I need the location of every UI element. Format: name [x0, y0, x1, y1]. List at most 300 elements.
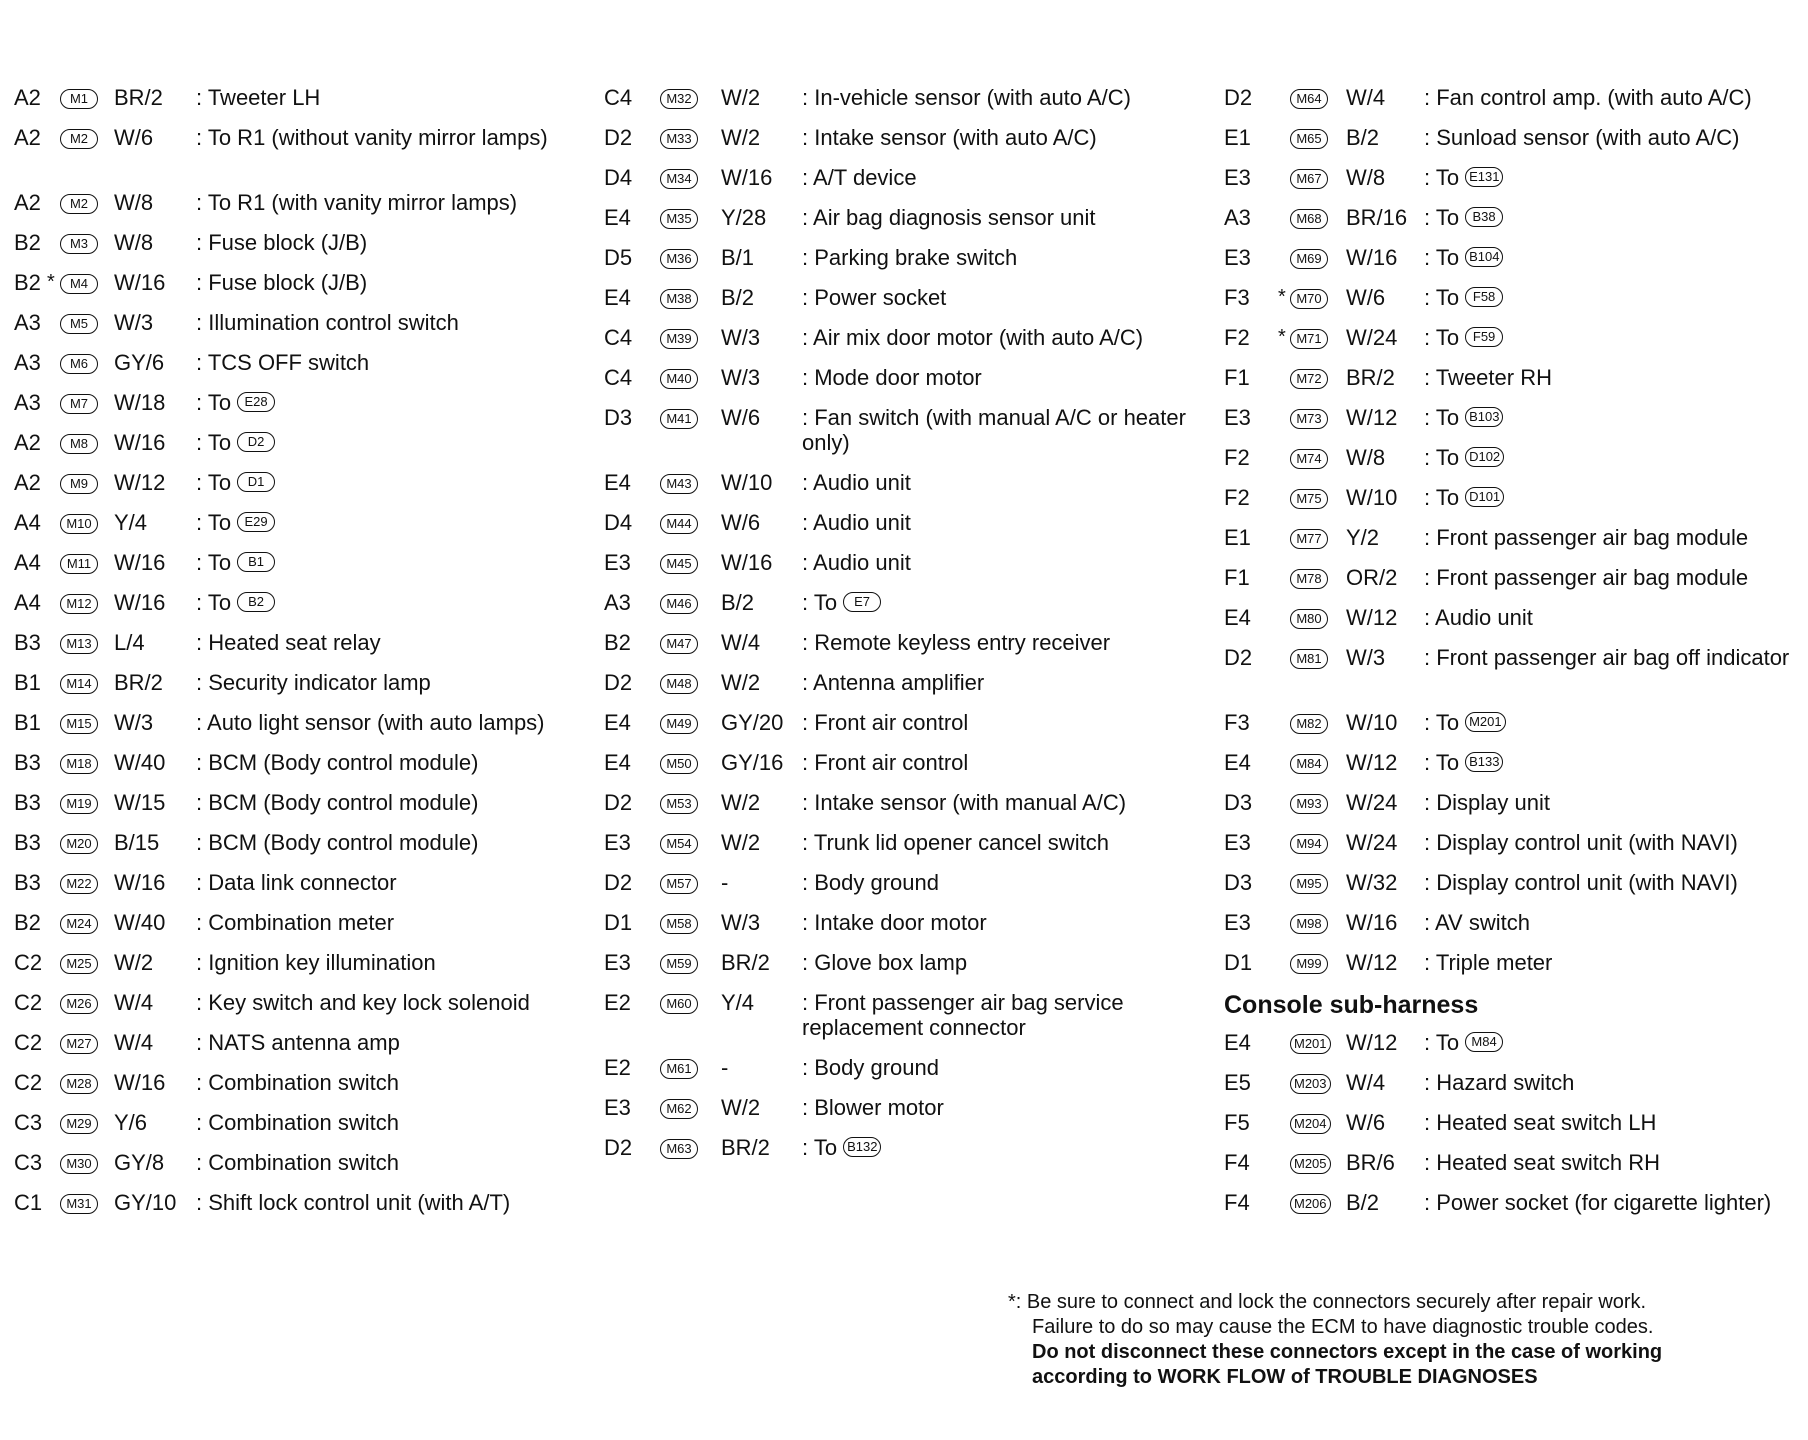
to-connector-badge: D2 [237, 432, 275, 452]
to-connector-badge: B103 [1465, 407, 1503, 427]
description-text: To R1 (without vanity mirror lamps) [207, 125, 548, 150]
connector-id-badge [60, 750, 98, 775]
connector-description: : Tweeter LH [196, 85, 321, 110]
grid-location: B2 [604, 630, 631, 655]
grid-location: A3 [1224, 205, 1251, 230]
connector-number: M22 [60, 874, 98, 894]
wire-color-pins: B/1 [721, 245, 755, 270]
connector-row [1224, 240, 1808, 280]
connector-row [14, 505, 594, 545]
connector-id-badge [60, 470, 98, 495]
wire-color-pins: W/2 [114, 950, 154, 975]
grid-location: A2 [14, 190, 41, 215]
connector-id-badge [1290, 1110, 1331, 1135]
description-text: Body ground [814, 870, 939, 895]
connector-description: : Intake sensor (with manual A/C) [802, 790, 1127, 815]
connector-row [14, 865, 594, 905]
wire-color-pins: W/16 [114, 430, 166, 455]
wire-color-pins: B/2 [721, 285, 755, 310]
grid-location: F3 [1224, 710, 1250, 735]
wire-color-pins: W/2 [721, 1095, 761, 1120]
asterisk-mark: * [1278, 286, 1286, 308]
connector-row [14, 185, 594, 225]
wire-color-pins: W/10 [1346, 485, 1398, 510]
wire-color-pins: W/16 [114, 870, 166, 895]
connector-number: M205 [1290, 1154, 1331, 1174]
connector-number: M33 [660, 129, 698, 149]
description-text: Illumination control switch [208, 310, 459, 335]
connector-id-badge [60, 1110, 98, 1135]
connector-number: M50 [660, 754, 698, 774]
description-text: Mode door motor [814, 365, 982, 390]
connector-id-badge [660, 710, 698, 735]
grid-location: D2 [1224, 85, 1253, 110]
description-text: To [1435, 285, 1460, 310]
connector-id-badge [660, 990, 698, 1015]
connector-description: : Tweeter RH [1424, 365, 1552, 390]
wire-color-pins: W/2 [721, 830, 761, 855]
grid-location: D2 [604, 670, 633, 695]
connector-column-3 [1224, 80, 1808, 1225]
connector-description: : To B1 [196, 550, 594, 575]
connector-id-badge [660, 830, 698, 855]
connector-description: : Glove box lamp [802, 950, 968, 975]
to-connector-badge: D102 [1465, 447, 1504, 467]
grid-location: C2 [14, 1070, 43, 1095]
to-connector-badge: M201 [1465, 712, 1506, 732]
grid-location: D1 [604, 910, 633, 935]
connector-description: : In-vehicle sensor (with auto A/C) [802, 85, 1131, 110]
connector-id-badge [60, 830, 98, 855]
wire-color-pins: W/16 [1346, 245, 1398, 270]
wire-color-pins: W/6 [1346, 1110, 1386, 1135]
connector-number: M10 [60, 514, 98, 534]
grid-location: F2 [1224, 325, 1250, 350]
connector-number: M1 [60, 89, 98, 109]
connector-description: : Air bag diagnosis sensor unit [802, 205, 1096, 230]
connector-row [604, 160, 1219, 200]
description-text: Triple meter [1435, 950, 1553, 975]
description-text: Fuse block (J/B) [208, 270, 368, 295]
description-text: Front passenger air bag module [1436, 525, 1749, 550]
grid-location: A3 [14, 310, 41, 335]
connector-row [14, 80, 594, 120]
grid-location: D4 [604, 165, 633, 190]
connector-id-badge [660, 950, 698, 975]
connector-description: : To B132 [802, 1135, 1219, 1160]
connector-id-badge [1290, 485, 1328, 510]
connector-row [1224, 1105, 1808, 1145]
grid-location: C3 [14, 1110, 43, 1135]
connector-row [1224, 400, 1808, 440]
connector-id-badge [1290, 1030, 1331, 1055]
connector-description: : To B103 [1424, 405, 1808, 430]
connector-description: : Front passenger air bag off indicator [1424, 645, 1790, 670]
description-text: Intake door motor [814, 910, 987, 935]
connector-number: M46 [660, 594, 698, 614]
connector-number: M63 [660, 1139, 698, 1159]
to-connector-badge: B38 [1465, 207, 1503, 227]
connector-number: M31 [60, 1194, 98, 1214]
connector-description: : Front passenger air bag module [1424, 525, 1749, 550]
connector-row [1224, 905, 1808, 945]
connector-number: M29 [60, 1114, 98, 1134]
connector-description: : To D2 [196, 430, 594, 455]
connector-description: : Intake sensor (with auto A/C) [802, 125, 1097, 150]
connector-id-badge [1290, 870, 1328, 895]
connector-number: M14 [60, 674, 98, 694]
connector-description: : To E7 [802, 590, 1219, 615]
connector-description: : Security indicator lamp [196, 670, 431, 695]
connector-row [604, 80, 1219, 120]
connector-id-badge [1290, 445, 1328, 470]
grid-location: E4 [604, 205, 631, 230]
description-text: Security indicator lamp [208, 670, 431, 695]
description-text: Display control unit (with NAVI) [1436, 830, 1738, 855]
connector-description: : To R1 (with vanity mirror lamps) [196, 190, 518, 215]
connector-number: M62 [660, 1099, 698, 1119]
footnote-line-1: *: Be sure to connect and lock the connectors securely after repair work. [1008, 1291, 1647, 1313]
description-text: BCM (Body control module) [208, 750, 479, 775]
wire-color-pins: BR/2 [114, 670, 163, 695]
wire-color-pins: W/12 [1346, 405, 1398, 430]
grid-location: A2 [14, 125, 41, 150]
grid-location: E3 [1224, 405, 1251, 430]
grid-location: E3 [1224, 165, 1251, 190]
connector-row [1224, 520, 1808, 560]
connector-description: : BCM (Body control module) [196, 790, 479, 815]
connector-description: : Fuse block (J/B) [196, 230, 368, 255]
grid-location: E3 [604, 950, 631, 975]
connector-number: M36 [660, 249, 698, 269]
connector-row [14, 1065, 594, 1105]
description-text: Intake sensor (with auto A/C) [814, 125, 1097, 150]
connector-column-1 [14, 80, 594, 1225]
connector-description: : To B2 [196, 590, 594, 615]
connector-row [604, 705, 1219, 745]
grid-location: B3 [14, 870, 41, 895]
connector-description: : Intake door motor [802, 910, 987, 935]
wire-color-pins: W/12 [1346, 1030, 1398, 1055]
grid-location: F4 [1224, 1150, 1250, 1175]
connector-number: M13 [60, 634, 98, 654]
connector-description: : Fan switch (with manual A/C or heater only) [802, 405, 1186, 455]
connector-number: M19 [60, 794, 98, 814]
wire-color-pins: W/6 [721, 510, 761, 535]
wire-color-pins: W/3 [114, 710, 154, 735]
connector-number: M54 [660, 834, 698, 854]
description-text: BCM (Body control module) [208, 830, 479, 855]
description-text: To [207, 470, 232, 495]
grid-location: B3 [14, 790, 41, 815]
connector-description: : Blower motor [802, 1095, 944, 1120]
connector-number: M53 [660, 794, 698, 814]
description-text: Display unit [1436, 790, 1550, 815]
connector-description: : Data link connector [196, 870, 397, 895]
connector-number: M74 [1290, 449, 1328, 469]
connector-number: M203 [1290, 1074, 1331, 1094]
connector-description: : AV switch [1424, 910, 1530, 935]
connector-number: M18 [60, 754, 98, 774]
wire-color-pins: Y/2 [1346, 525, 1380, 550]
connector-description: : Display control unit (with NAVI) [1424, 870, 1738, 895]
connector-id-badge [660, 205, 698, 230]
description-text: Sunload sensor (with auto A/C) [1436, 125, 1740, 150]
description-text: BCM (Body control module) [208, 790, 479, 815]
connector-row [14, 905, 594, 945]
connector-description: : A/T device [802, 165, 917, 190]
connector-id-badge [660, 510, 698, 535]
wire-color-pins: Y/6 [114, 1110, 148, 1135]
connector-id-badge [1290, 525, 1328, 550]
wire-color-pins: W/3 [114, 310, 154, 335]
connector-row [1224, 705, 1808, 745]
connector-number: M95 [1290, 874, 1328, 894]
connector-column-2 [604, 80, 1219, 1170]
description-text: Combination switch [208, 1070, 399, 1095]
connector-id-badge [660, 790, 698, 815]
wire-color-pins: W/6 [1346, 285, 1386, 310]
wire-color-pins: GY/6 [114, 350, 165, 375]
connector-row [1224, 560, 1808, 600]
wire-color-pins: BR/6 [1346, 1150, 1395, 1175]
connector-number: M70 [1290, 289, 1328, 309]
wire-color-pins: W/16 [114, 550, 166, 575]
connector-description: : Heated seat relay [196, 630, 381, 655]
grid-location: F1 [1224, 565, 1250, 590]
grid-location: A3 [604, 590, 631, 615]
connector-id-badge [1290, 165, 1328, 190]
connector-description: : Heated seat switch RH [1424, 1150, 1660, 1175]
connector-number: M15 [60, 714, 98, 734]
connector-id-badge [60, 590, 98, 615]
description-text: To R1 (with vanity mirror lamps) [207, 190, 518, 215]
connector-number: M94 [1290, 834, 1328, 854]
grid-location: A2 [14, 85, 41, 110]
connector-number: M60 [660, 994, 698, 1014]
grid-location: E3 [1224, 830, 1251, 855]
grid-location: A2 [14, 430, 41, 455]
connector-number: M68 [1290, 209, 1328, 229]
connector-id-badge [1290, 1150, 1331, 1175]
grid-location: E3 [604, 1095, 631, 1120]
connector-row [1224, 120, 1808, 160]
connector-row [1224, 80, 1808, 120]
description-text: Remote keyless entry receiver [814, 630, 1111, 655]
connector-number: M38 [660, 289, 698, 309]
connector-description: : Front air control [802, 710, 969, 735]
connector-description: : Shift lock control unit (with A/T) [196, 1190, 511, 1215]
description-text: Data link connector [208, 870, 397, 895]
wire-color-pins: Y/28 [721, 205, 767, 230]
grid-location: D3 [1224, 870, 1253, 895]
wire-color-pins: W/3 [721, 910, 761, 935]
description-text: To [1435, 750, 1460, 775]
connector-row [14, 425, 594, 465]
connector-id-badge [660, 630, 698, 655]
wire-color-pins: W/8 [1346, 445, 1386, 470]
connector-id-badge [60, 430, 98, 455]
wire-color-pins: W/12 [114, 470, 166, 495]
connector-row [1224, 1025, 1808, 1065]
description-text: Audio unit [813, 510, 911, 535]
connector-description: : Body ground [802, 870, 939, 895]
grid-location: C4 [604, 365, 633, 390]
connector-row [1224, 320, 1808, 360]
grid-location: E1 [1224, 525, 1251, 550]
grid-location: D2 [604, 1135, 633, 1160]
connector-row [1224, 745, 1808, 785]
connector-number: M61 [660, 1059, 698, 1079]
connector-number: M73 [1290, 409, 1328, 429]
connector-number: M28 [60, 1074, 98, 1094]
wire-color-pins: W/10 [1346, 710, 1398, 735]
wire-color-pins: W/24 [1346, 325, 1398, 350]
connector-id-badge [660, 470, 698, 495]
wire-color-pins: W/8 [114, 190, 154, 215]
connector-description: : To D101 [1424, 485, 1808, 510]
connector-description: : Combination switch [196, 1070, 399, 1095]
connector-row [14, 585, 594, 625]
connector-id-badge [1290, 750, 1328, 775]
connector-id-badge [660, 245, 698, 270]
connector-row [14, 1145, 594, 1185]
connector-row [14, 665, 594, 705]
grid-location: B3 [14, 750, 41, 775]
wire-color-pins: W/10 [721, 470, 773, 495]
connector-number: M43 [660, 474, 698, 494]
connector-row [604, 785, 1219, 825]
connector-row [14, 625, 594, 665]
connector-number: M81 [1290, 649, 1328, 669]
connector-id-badge [1290, 1070, 1331, 1095]
wire-color-pins: B/2 [721, 590, 755, 615]
connector-id-badge [660, 325, 698, 350]
connector-row [604, 985, 1219, 1050]
description-text: Glove box lamp [814, 950, 968, 975]
connector-number: M58 [660, 914, 698, 934]
connector-row [604, 360, 1219, 400]
connector-row [604, 745, 1219, 785]
connector-row [604, 240, 1219, 280]
description-text: Audio unit [813, 470, 911, 495]
grid-location: D2 [604, 790, 633, 815]
connector-number: M77 [1290, 529, 1328, 549]
to-connector-badge: B1 [237, 552, 275, 572]
description-text: To [813, 1135, 838, 1160]
grid-location: F2 [1224, 445, 1250, 470]
connector-number: M44 [660, 514, 698, 534]
connector-description: : Fan control amp. (with auto A/C) [1424, 85, 1752, 110]
grid-location: D2 [1224, 645, 1253, 670]
grid-location: E3 [604, 830, 631, 855]
wire-color-pins: W/40 [114, 910, 166, 935]
wire-color-pins: W/4 [1346, 1070, 1386, 1095]
connector-row [1224, 825, 1808, 865]
grid-location: A4 [14, 590, 41, 615]
description-text: Auto light sensor (with auto lamps) [207, 710, 545, 735]
connector-number: M67 [1290, 169, 1328, 189]
connector-row [1224, 440, 1808, 480]
description-text: To [1435, 325, 1460, 350]
description-text: Combination switch [208, 1150, 399, 1175]
description-text: Combination meter [208, 910, 395, 935]
grid-location: A2 [14, 470, 41, 495]
connector-id-badge [660, 1135, 698, 1160]
grid-location: C2 [14, 950, 43, 975]
description-text: Body ground [814, 1055, 939, 1080]
description-text: Front air control [814, 710, 969, 735]
connector-row [14, 705, 594, 745]
description-text: To [1435, 1030, 1460, 1055]
connector-row [14, 465, 594, 505]
connector-row [604, 280, 1219, 320]
connector-row [604, 905, 1219, 945]
grid-location: C2 [14, 990, 43, 1015]
description-text: Hazard switch [1436, 1070, 1575, 1095]
connector-number: M65 [1290, 129, 1328, 149]
connector-description: : Trunk lid opener cancel switch [802, 830, 1109, 855]
wire-color-pins: B/2 [1346, 1190, 1380, 1215]
description-text: Tweeter RH [1435, 365, 1552, 390]
connector-number: M69 [1290, 249, 1328, 269]
connector-number: M201 [1290, 1034, 1331, 1054]
grid-location: C4 [604, 325, 633, 350]
wire-color-pins: W/15 [114, 790, 166, 815]
description-text: In-vehicle sensor (with auto A/C) [814, 85, 1131, 110]
wire-color-pins: W/12 [1346, 950, 1398, 975]
connector-number: M24 [60, 914, 98, 934]
wire-color-pins: GY/16 [721, 750, 784, 775]
description-text: Shift lock control unit (with A/T) [208, 1190, 511, 1215]
connector-number: M6 [60, 354, 98, 374]
connector-number: M2 [60, 194, 98, 214]
connector-id-badge [660, 550, 698, 575]
grid-location: B1 [14, 670, 41, 695]
connector-number: M32 [660, 89, 698, 109]
grid-location: D2 [604, 870, 633, 895]
connector-row [14, 1185, 594, 1225]
connector-row [14, 545, 594, 585]
connector-number: M40 [660, 369, 698, 389]
connector-id-badge [660, 590, 698, 615]
grid-location: E4 [604, 285, 631, 310]
connector-id-badge [1290, 85, 1328, 110]
connector-number: M39 [660, 329, 698, 349]
description-text: To [207, 390, 232, 415]
wire-color-pins: W/16 [114, 1070, 166, 1095]
wire-color-pins: W/24 [1346, 790, 1398, 815]
description-text: Trunk lid opener cancel switch [813, 830, 1109, 855]
connector-row [1224, 160, 1808, 200]
connector-number: M34 [660, 169, 698, 189]
grid-location: E4 [604, 470, 631, 495]
connector-number: M206 [1290, 1194, 1331, 1214]
description-text: To [1435, 405, 1460, 430]
to-connector-badge: E28 [237, 392, 275, 412]
connector-number: M93 [1290, 794, 1328, 814]
connector-description: : Antenna amplifier [802, 670, 985, 695]
description-text: Front passenger air bag off indicator [1436, 645, 1790, 670]
grid-location: A4 [14, 550, 41, 575]
connector-id-badge [60, 350, 98, 375]
wire-color-pins: GY/10 [114, 1190, 177, 1215]
connector-description: : To B38 [1424, 205, 1808, 230]
connector-number: M11 [60, 554, 98, 574]
description-text: Blower motor [814, 1095, 944, 1120]
connector-row [604, 505, 1219, 545]
wire-color-pins: W/4 [114, 1030, 154, 1055]
